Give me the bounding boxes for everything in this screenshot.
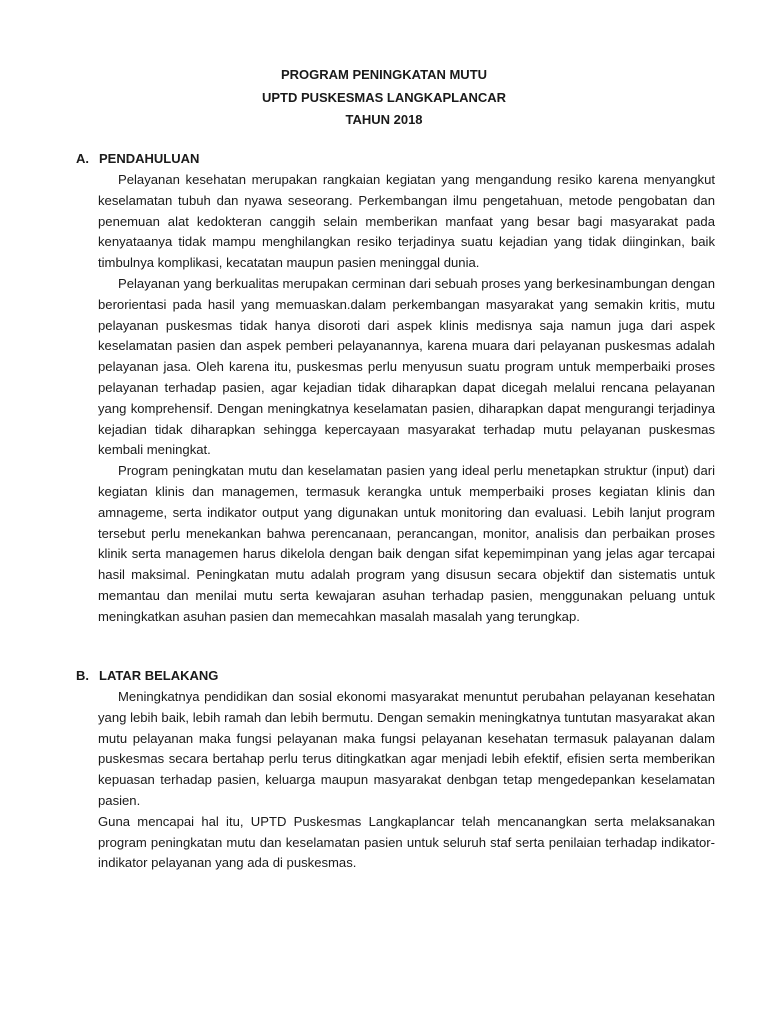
section-heading-latar-belakang [76, 668, 218, 684]
document-title-line-2: UPTD PUSKESMAS LANGKAPLANCAR [261, 90, 507, 105]
document-title-line-1: PROGRAM PENINGKATAN MUTU [280, 67, 488, 82]
paragraph: Meningkatnya pendidikan dan sosial ekonomi masyarakat menuntut perubahan pelayanan kesehatan yang lebih baik, lebih ramah dan lebih bermutu. Dengan semakin meningkatnya tuntutan masyarakat akan mutu pelayanan maka fungsi pelayanan maka fungsi pelayanan kesehatan termasuk palayanan dalam puskesmas secara bertahap perlu terus ditingkatkan agar menjadi lebih efektif, efisien serta memberikan kepuasan terhadap pasien, keluarga maupun masyarakat denbgan tetap mengedepankan keselamatan pasien. [98, 689, 715, 808]
section-body-latar-belakang [98, 687, 715, 874]
section-letter: B. [76, 668, 89, 683]
section-heading-pendahuluan [76, 151, 199, 167]
section-title: PENDAHULUAN [99, 151, 200, 166]
paragraph: Pelayanan yang berkualitas merupakan cerminan dari sebuah proses yang berkesinambungan dengan berorientasi pada hasil yang memuaskan.dalam perkembangan masyarakat yang semakin kritis, mutu pelayanan puskesmas tidak hanya disoroti dari aspek klinis medisnya saja namun juga dari aspek keselamatan pasien dan aspek pemberi pelayanannya, karena muara dari pelayanan puskesmas adalah pelayanan jasa. Oleh karena itu, puskesmas perlu menyusun suatu program untuk memperbaiki proses pelayanan terhadap pasien, agar kejadian tidak diharapkan dapat dicegah melalui rencana pelayanan yang komprehensif. Dengan meningkatnya keselamatan pasien, diharapkan dapat mengurangi terjadinya kejadian tidak diharapkan sehingga kepercayaan masyarakat terhadap mutu pelayanan puskesmas kembali meningkat. [98, 275, 715, 458]
section-title: LATAR BELAKANG [99, 668, 219, 683]
paragraph: Guna mencapai hal itu, UPTD Puskesmas Langkaplancar telah mencanangkan serta melaksanakan program peningkatan mutu dan keselamatan pasien untuk seluruh staf serta penilaian terhadap indikator-indikator pelayanan yang ada di puskesmas. [98, 813, 715, 871]
section-body-pendahuluan [98, 170, 715, 628]
paragraph: Pelayanan kesehatan merupakan rangkaian kegiatan yang mengandung resiko karena menyangkut keselamatan tubuh dan nyawa seseorang. Perkembangan ilmu pengetahuan, metode pengobatan dan penemuan alat kedokteran canggih selain memberikan manfaat yang besar bagi masyarakat pada kenyataanya tidak mampu menghilangkan resiko terjadinya suatu kejadian yang tidak diinginkan, baik timbulnya komplikasi, kecatatan maupun pasien meninggal dunia. [98, 172, 715, 271]
section-letter: A. [76, 151, 89, 166]
paragraph: Program peningkatan mutu dan keselamatan pasien yang ideal perlu menetapkan struktur (input) dari kegiatan klinis dan managemen, termasuk kerangka untuk memperbaiki proses kegiatan klinis dan amnageme, serta indikator output yang digunakan untuk monitoring dan evaluasi. Lebih lanjut program tersebut perlu menekankan bahwa perencanaan, perancangan, monitor, analisis dan perbaikan proses klinik serta managemen harus dikelola dengan baik dengan sifat kepemimpinan yang jelas agar tercapai hasil maksimal. Peningkatan mutu adalah program yang disusun secara objektif dan sistematis untuk memantau dan menilai mutu serta kewajaran asuhan terhadap pasien, menggunakan peluang untuk meningkatkan asuhan pasien dan memecahkan masalah masalah yang terungkap. [98, 463, 715, 624]
document-title-line-3: TAHUN 2018 [345, 112, 423, 127]
